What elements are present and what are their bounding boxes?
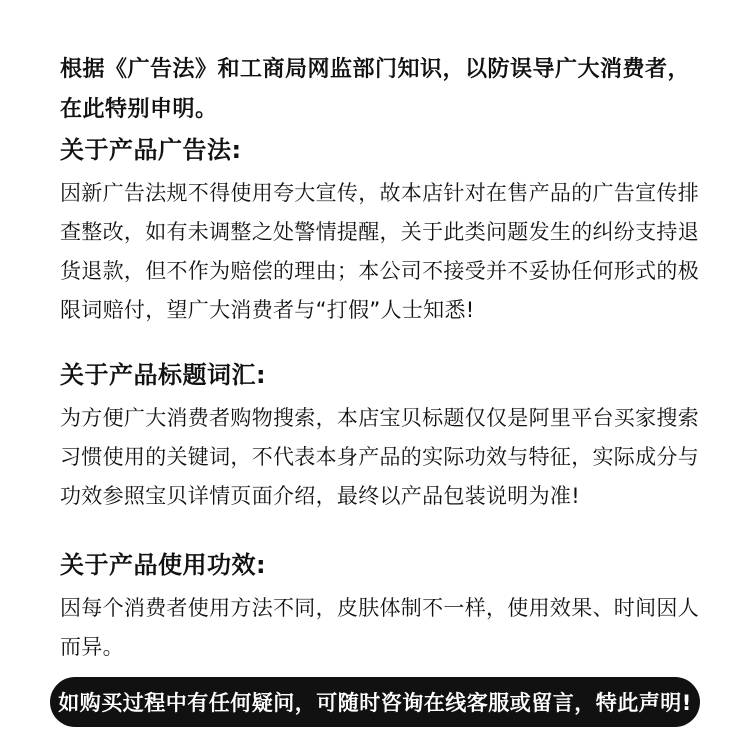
section-body-title-keywords: 为方便广大消费者购物搜索，本店宝贝标题仅仅是阿里平台买家搜索习惯使用的关键词，不代表本身产品的实际功效与特征，实际成分与功效参照宝贝详情页面介绍，最终以产品包装说明为准!	[60, 406, 699, 508]
contact-banner	[50, 677, 700, 727]
section-body-efficacy: 因每个消费者使用方法不同，皮肤体制不一样，使用效果、时间因人而异。	[60, 596, 699, 659]
section-title-keywords	[60, 355, 700, 516]
section-efficacy	[60, 545, 700, 667]
contact-banner-text: 如购买过程中有任何疑问，可随时咨询在线客服或留言，特此声明!	[58, 691, 692, 715]
section-advertising-law	[60, 130, 700, 330]
intro-statement: 根据《广告法》和工商局网监部门知识，以防误导广大消费者，在此特别申明。	[60, 57, 691, 122]
section-title-efficacy: 关于产品使用功效:	[60, 551, 267, 579]
section-title-advertising-law: 关于产品广告法:	[60, 136, 242, 164]
section-body-advertising-law: 因新广告法规不得使用夸大宣传，故本店针对在售产品的广告宣传排查整改，如有未调整之处警情提醒，关于此类问题发生的纠纷支持退货退款，但不作为赔偿的理由；本公司不接受并不妥协任何形式的极限词赔付，望广大消费者与“打假”人士知悉!	[60, 181, 699, 322]
section-title-title-keywords: 关于产品标题词汇:	[60, 361, 267, 389]
